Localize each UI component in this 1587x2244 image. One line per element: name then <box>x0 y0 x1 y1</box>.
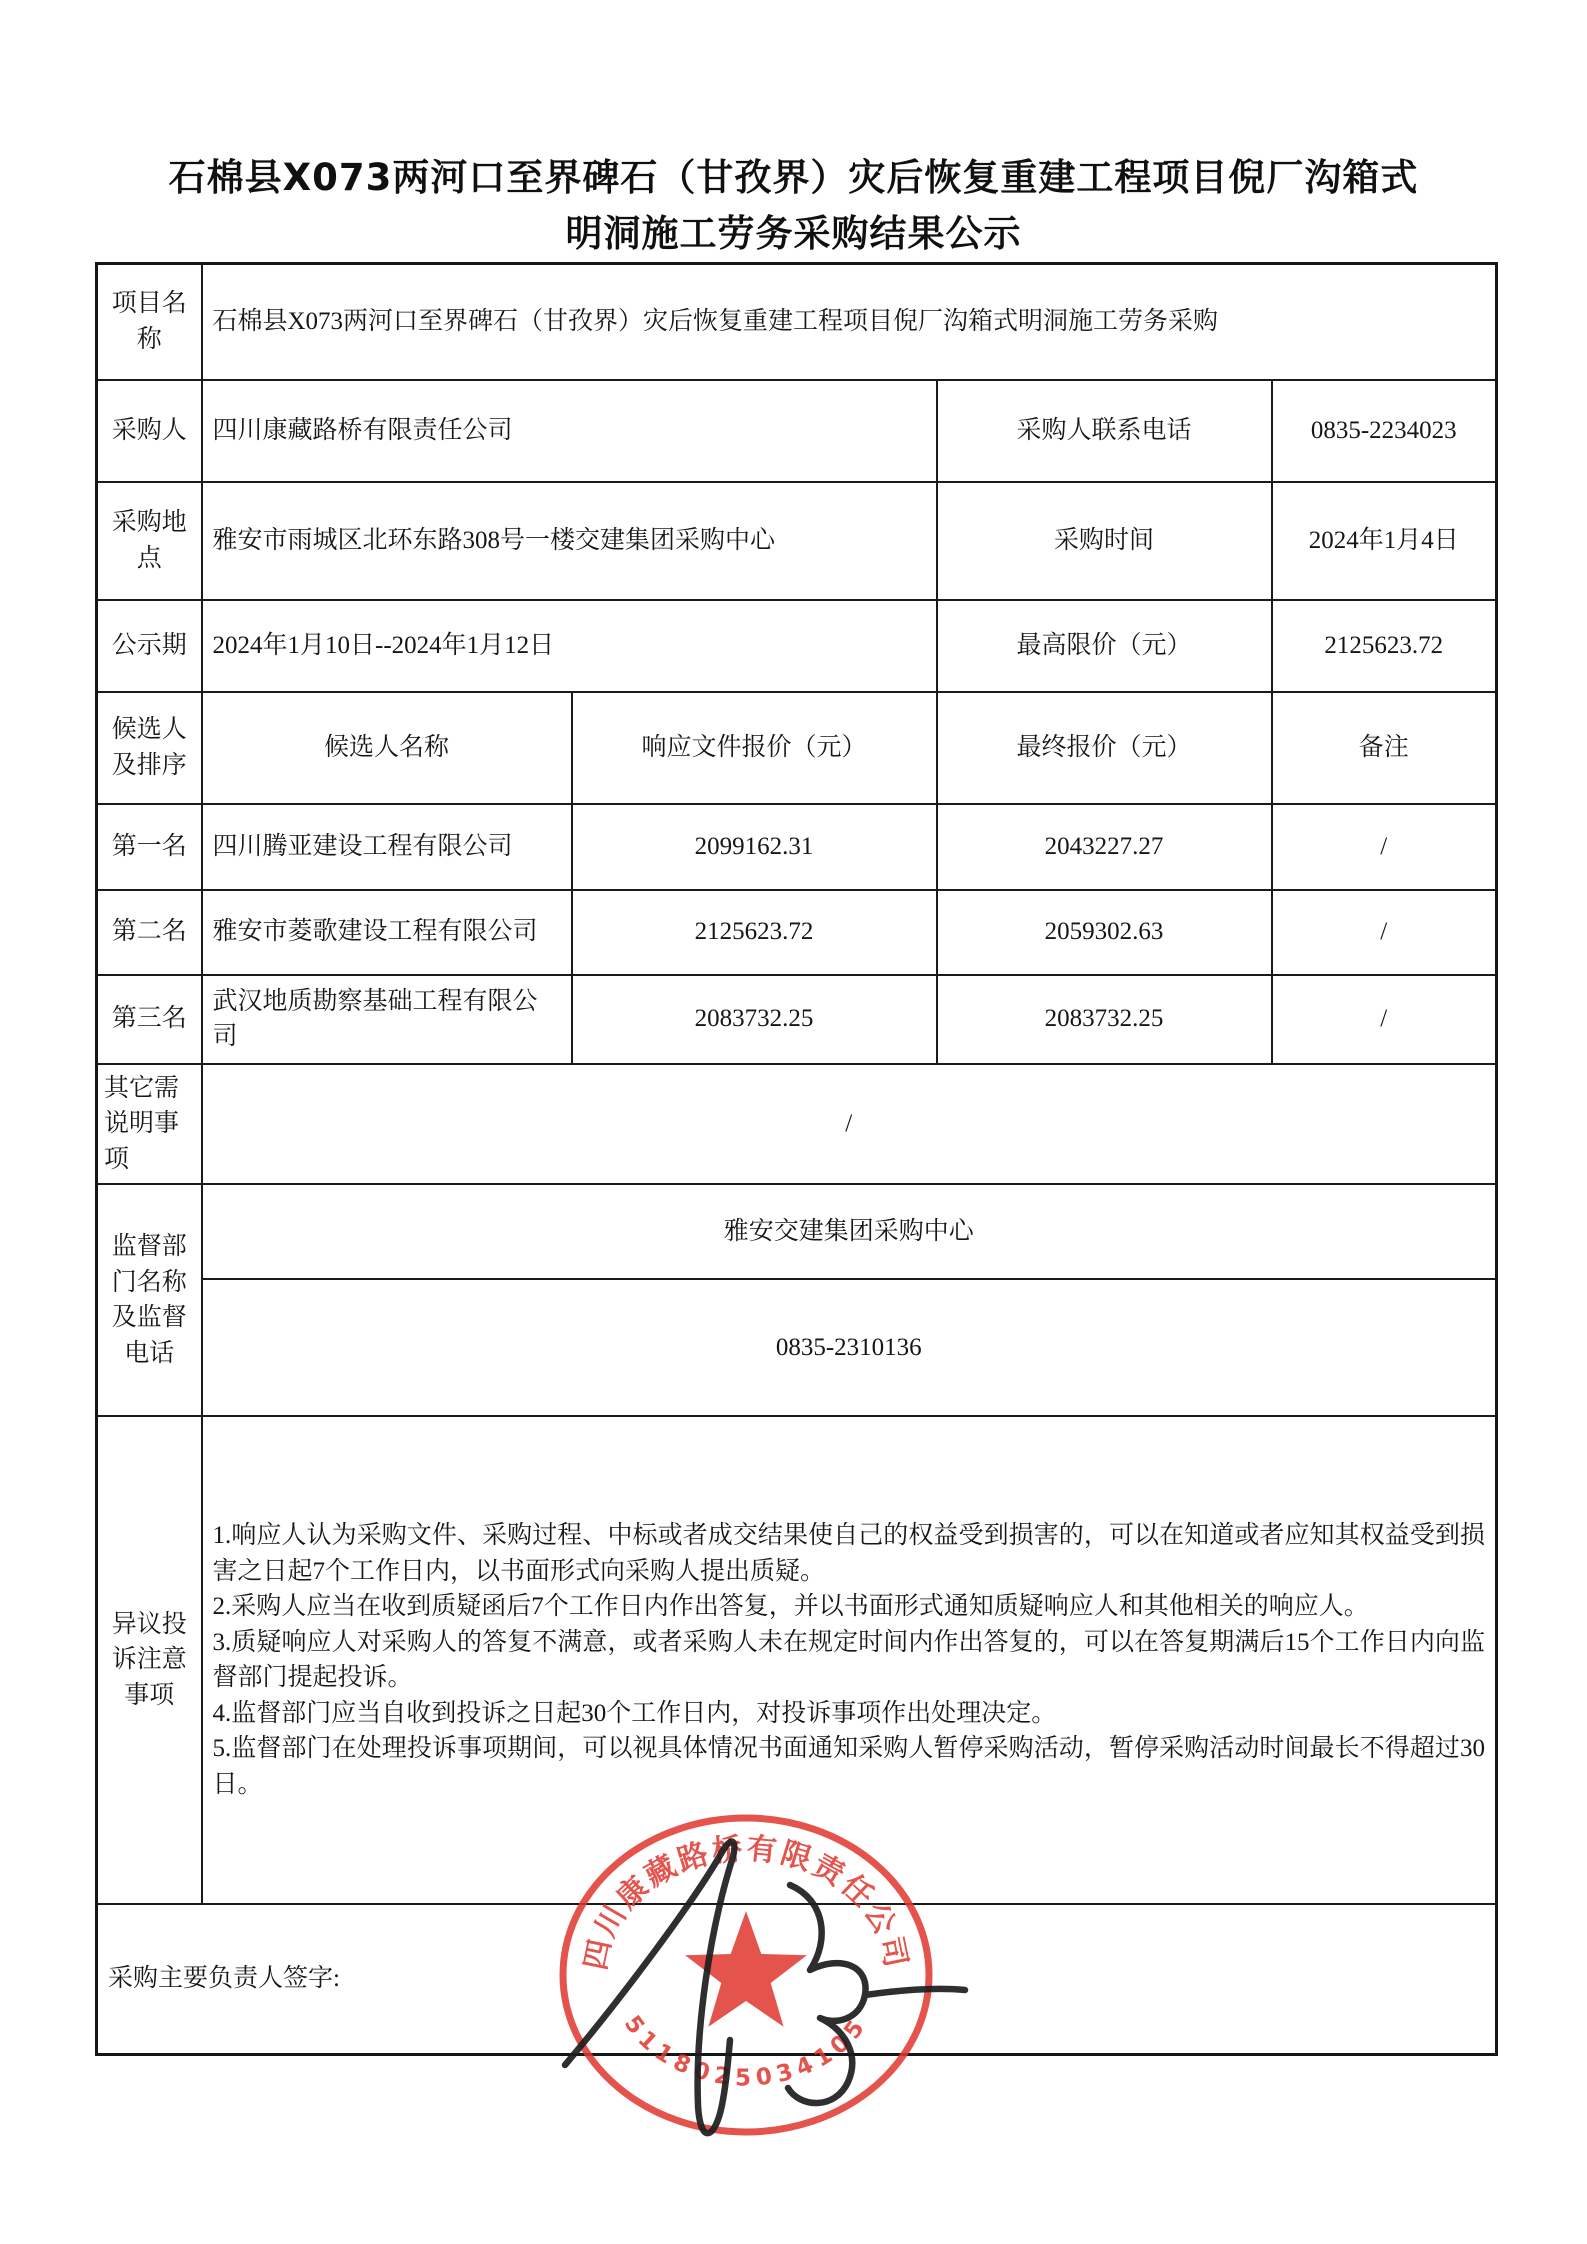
candidate-name-header: 候选人名称 <box>202 692 572 804</box>
document-title-line2: 明洞施工劳务采购结果公示 <box>565 211 1022 255</box>
final-price-cell: 2083732.25 <box>937 975 1272 1064</box>
remark-cell: / <box>1272 804 1497 890</box>
doc-price-cell: 2083732.25 <box>572 975 937 1064</box>
rank-cell: 第二名 <box>97 890 202 975</box>
table-row <box>97 264 1497 380</box>
purchaser-phone-label: 采购人联系电话 <box>937 380 1272 482</box>
other-notes-row <box>97 1064 1497 1185</box>
table-row <box>97 380 1497 482</box>
project-name-value: 石棉县X073两河口至界碑石（甘孜界）灾后恢复重建工程项目倪厂沟箱式明洞施工劳务采购 <box>202 264 1497 380</box>
notice-item-4: 4.监督部门应当自收到投诉之日起30个工作日内，对投诉事项作出处理决定。 <box>212 1699 1057 1727</box>
location-value: 雅安市雨城区北环东路308号一楼交建集团采购中心 <box>202 482 937 600</box>
supervision-phone-value: 0835-2310136 <box>202 1279 1497 1416</box>
publicity-period-label: 公示期 <box>97 600 202 692</box>
notice-item-5: 5.监督部门在处理投诉事项期间，可以视具体情况书面通知采购人暂停采购活动，暂停采购活动时间最长不得超过30日。 <box>212 1735 1485 1798</box>
rank-cell: 第三名 <box>97 975 202 1064</box>
doc-price-cell: 2099162.31 <box>572 804 937 890</box>
purchaser-phone-value: 0835-2234023 <box>1272 380 1497 482</box>
final-price-cell: 2059302.63 <box>937 890 1272 975</box>
candidate-row-2 <box>97 890 1497 975</box>
purchaser-value: 四川康藏路桥有限责任公司 <box>202 380 937 482</box>
publicity-period-value: 2024年1月10日--2024年1月12日 <box>202 600 937 692</box>
other-notes-value: / <box>202 1064 1497 1185</box>
document-title-line1: 石棉县X073两河口至界碑石（甘孜界）灾后恢复重建工程项目倪厂沟箱式 <box>168 156 1419 199</box>
final-price-header: 最终报价（元） <box>937 692 1272 804</box>
max-price-value: 2125623.72 <box>1272 600 1497 692</box>
notice-item-3: 3.质疑响应人对采购人的答复不满意，或者采购人未在规定时间内作出答复的，可以在答复期满后15个工作日内向监督部门提起投诉。 <box>212 1628 1485 1691</box>
rank-cell: 第一名 <box>97 804 202 890</box>
notice-item-2: 2.采购人应当在收到质疑函后7个工作日内作出答复，并以书面形式通知质疑响应人和其他相关的响应人。 <box>212 1593 1369 1620</box>
notice-item-1: 1.响应人认为采购文件、采购过程、中标或者成交结果使自己的权益受到损害的，可以在知道或者应知其权益受到损害之日起7个工作日内，以书面形式向采购人提出质疑。 <box>212 1522 1485 1585</box>
document-title <box>60 150 1527 261</box>
other-notes-label: 其它需说明事项 <box>97 1064 202 1185</box>
max-price-label: 最高限价（元） <box>937 600 1272 692</box>
doc-price-header: 响应文件报价（元） <box>572 692 937 804</box>
supervision-name-row <box>97 1184 1497 1279</box>
project-name-label: 项目名称 <box>97 264 202 380</box>
candidates-section-label: 候选人及排序 <box>97 692 202 804</box>
purchaser-label: 采购人 <box>97 380 202 482</box>
signature-label: 采购主要负责人签字: <box>97 1904 1497 2054</box>
candidate-name-cell: 雅安市菱歌建设工程有限公司 <box>202 890 572 975</box>
supervision-label: 监督部门名称及监督电话 <box>97 1184 202 1416</box>
signature-row <box>97 1904 1497 2054</box>
remark-cell: / <box>1272 890 1497 975</box>
seal-company-name: 四川康藏路桥有限责任公司 <box>578 1831 914 1974</box>
candidate-name-cell: 四川腾亚建设工程有限公司 <box>202 804 572 890</box>
remark-cell: / <box>1272 975 1497 1064</box>
table-row <box>97 600 1497 692</box>
supervision-phone-row <box>97 1279 1497 1416</box>
complaint-notice-row <box>97 1416 1497 1904</box>
doc-price-cell: 2125623.72 <box>572 890 937 975</box>
seal-serial-number: 5118025034105 <box>618 2011 874 2092</box>
final-price-cell: 2043227.27 <box>937 804 1272 890</box>
procurement-result-table <box>95 262 1498 2056</box>
time-label: 采购时间 <box>937 482 1272 600</box>
supervision-name-value: 雅安交建集团采购中心 <box>202 1184 1497 1279</box>
candidate-row-1 <box>97 804 1497 890</box>
table-row <box>97 482 1497 600</box>
time-value: 2024年1月4日 <box>1272 482 1497 600</box>
remark-header: 备注 <box>1272 692 1497 804</box>
complaint-notice-label: 异议投诉注意事项 <box>97 1416 202 1904</box>
candidate-row-3 <box>97 975 1497 1064</box>
candidates-header-row <box>97 692 1497 804</box>
candidate-name-cell: 武汉地质勘察基础工程有限公司 <box>202 975 572 1064</box>
location-label: 采购地点 <box>97 482 202 600</box>
complaint-notice-content <box>202 1416 1497 1904</box>
